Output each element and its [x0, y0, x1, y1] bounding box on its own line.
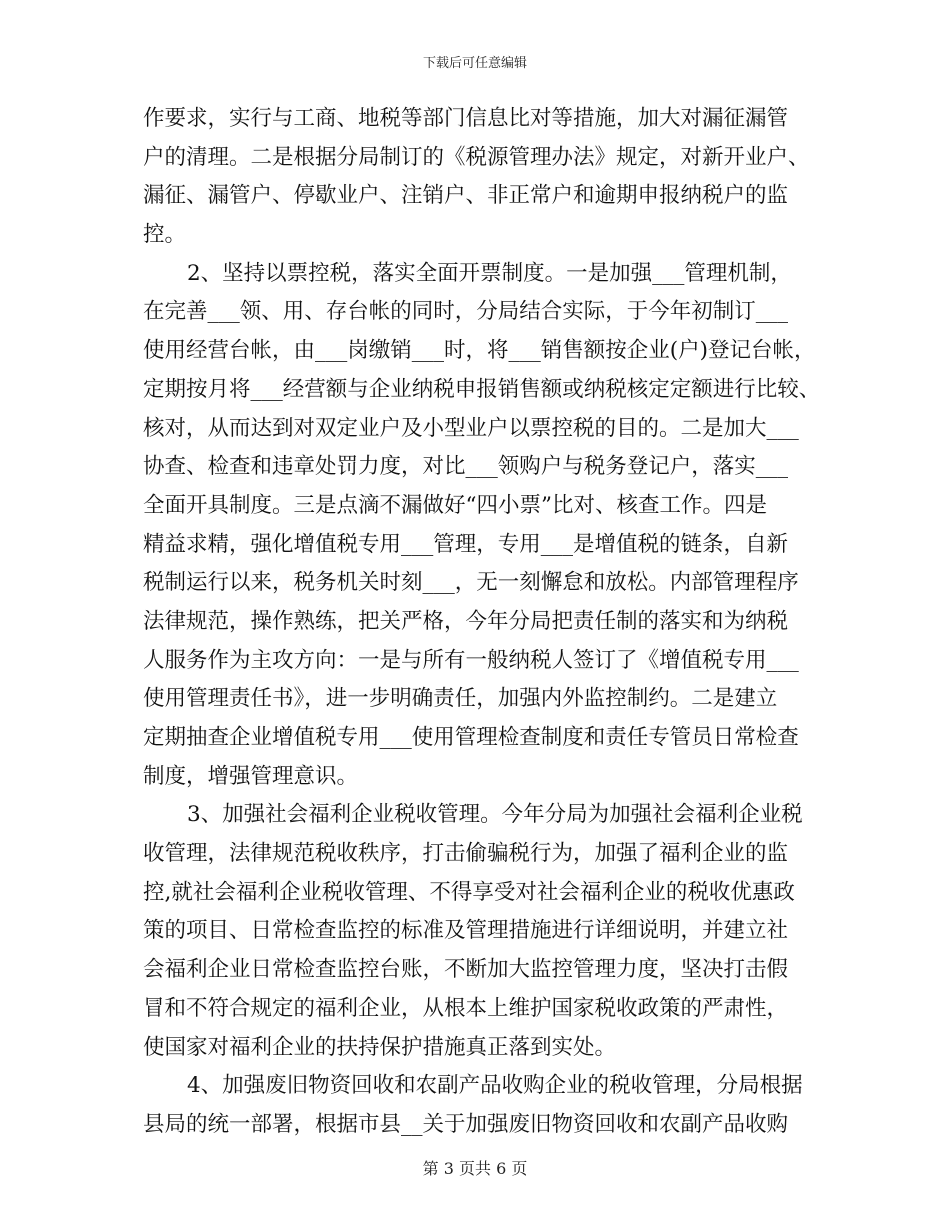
- text-line: 会福利企业日常检查监控台账，不断加大监控管理力度，坚决打击假: [143, 957, 789, 983]
- text-line: 法律规范，操作熟练，把关严格，今年分局把责任制的落实和为纳税: [143, 608, 789, 634]
- text-line: 冒和不符合规定的福利企业，从根本上维护国家税收政策的严肃性，: [143, 995, 789, 1021]
- text-line: 策的项目、日常检查监控的标准及管理措施进行详细说明，并建立社: [143, 918, 789, 944]
- text-line: 控。: [143, 222, 187, 248]
- text-line: 核对，从而达到对双定业户及小型业户以票控税的目的。二是加大___: [143, 415, 799, 441]
- text-line: 作要求，实行与工商、地税等部门信息比对等措施，加大对漏征漏管: [143, 106, 789, 131]
- text-line: 控,就社会福利企业税收管理、不得享受对社会福利企业的税收优惠政: [143, 879, 795, 905]
- text-line: 户的清理。二是根据分局制订的《税源管理办法》规定，对新开业户、: [143, 144, 810, 170]
- text-line: 县局的统一部署，根据市县__关于加强废旧物资回收和农副产品收购: [143, 1111, 789, 1137]
- page-header: 下载后可任意编辑: [422, 56, 527, 71]
- text-line: 漏征、漏管户、停歇业户、注销户、非正常户和逾期申报纳税户的监: [143, 183, 789, 209]
- text-line: 协查、检查和违章处罚力度，对比___领购户与税务登记户，落实___: [143, 454, 789, 480]
- text-line: 2、坚持以票控税，落实全面开票制度。一是加强___管理机制，: [187, 260, 792, 286]
- text-line: 使用管理责任书》，进一步明确责任，加强内外监控制约。二是建立: [143, 686, 778, 712]
- page-footer: 第 3 页共 6 页: [422, 1159, 528, 1178]
- text-line: 使用经营台帐，由___岗缴销___时，将___销售额按企业(户)登记台帐，: [143, 338, 816, 364]
- text-line: 3、加强社会福利企业税收管理。今年分局为加强社会福利企业税: [187, 802, 803, 828]
- text-line: 定期按月将___经营额与企业纳税申报销售额或纳税核定定额进行比较、: [143, 376, 821, 402]
- text-line: 在完善___领、用、存台帐的同时，分局结合实际，于今年初制订___: [143, 299, 789, 325]
- text-line: 使国家对福利企业的扶持保护措施真正落到实处。: [143, 1034, 617, 1060]
- text-line: 精益求精，强化增值税专用___管理，专用___是增值税的链条，自新: [143, 531, 789, 557]
- text-line: 税制运行以来，税务机关时刻___，无一刻懈怠和放松。内部管理程序: [143, 570, 799, 596]
- text-line: 定期抽查企业增值税专用___使用管理检查制度和责任专管员日常检查: [143, 725, 799, 750]
- text-line: 全面开具制度。三是点滴不漏做好“四小票”比对、核查工作。四是: [143, 492, 767, 518]
- text-line: 4、加强废旧物资回收和农副产品收购企业的税收管理，分局根据: [187, 1073, 803, 1099]
- text-line: 制度，增强管理意识。: [143, 763, 359, 789]
- document-body: [143, 100, 821, 1145]
- text-line: 收管理，法律规范税收秩序，打击偷骗税行为，加强了福利企业的监: [143, 841, 789, 867]
- text-line: 人服务作为主攻方向：一是与所有一般纳税人签订了《增值税专用___: [143, 647, 799, 673]
